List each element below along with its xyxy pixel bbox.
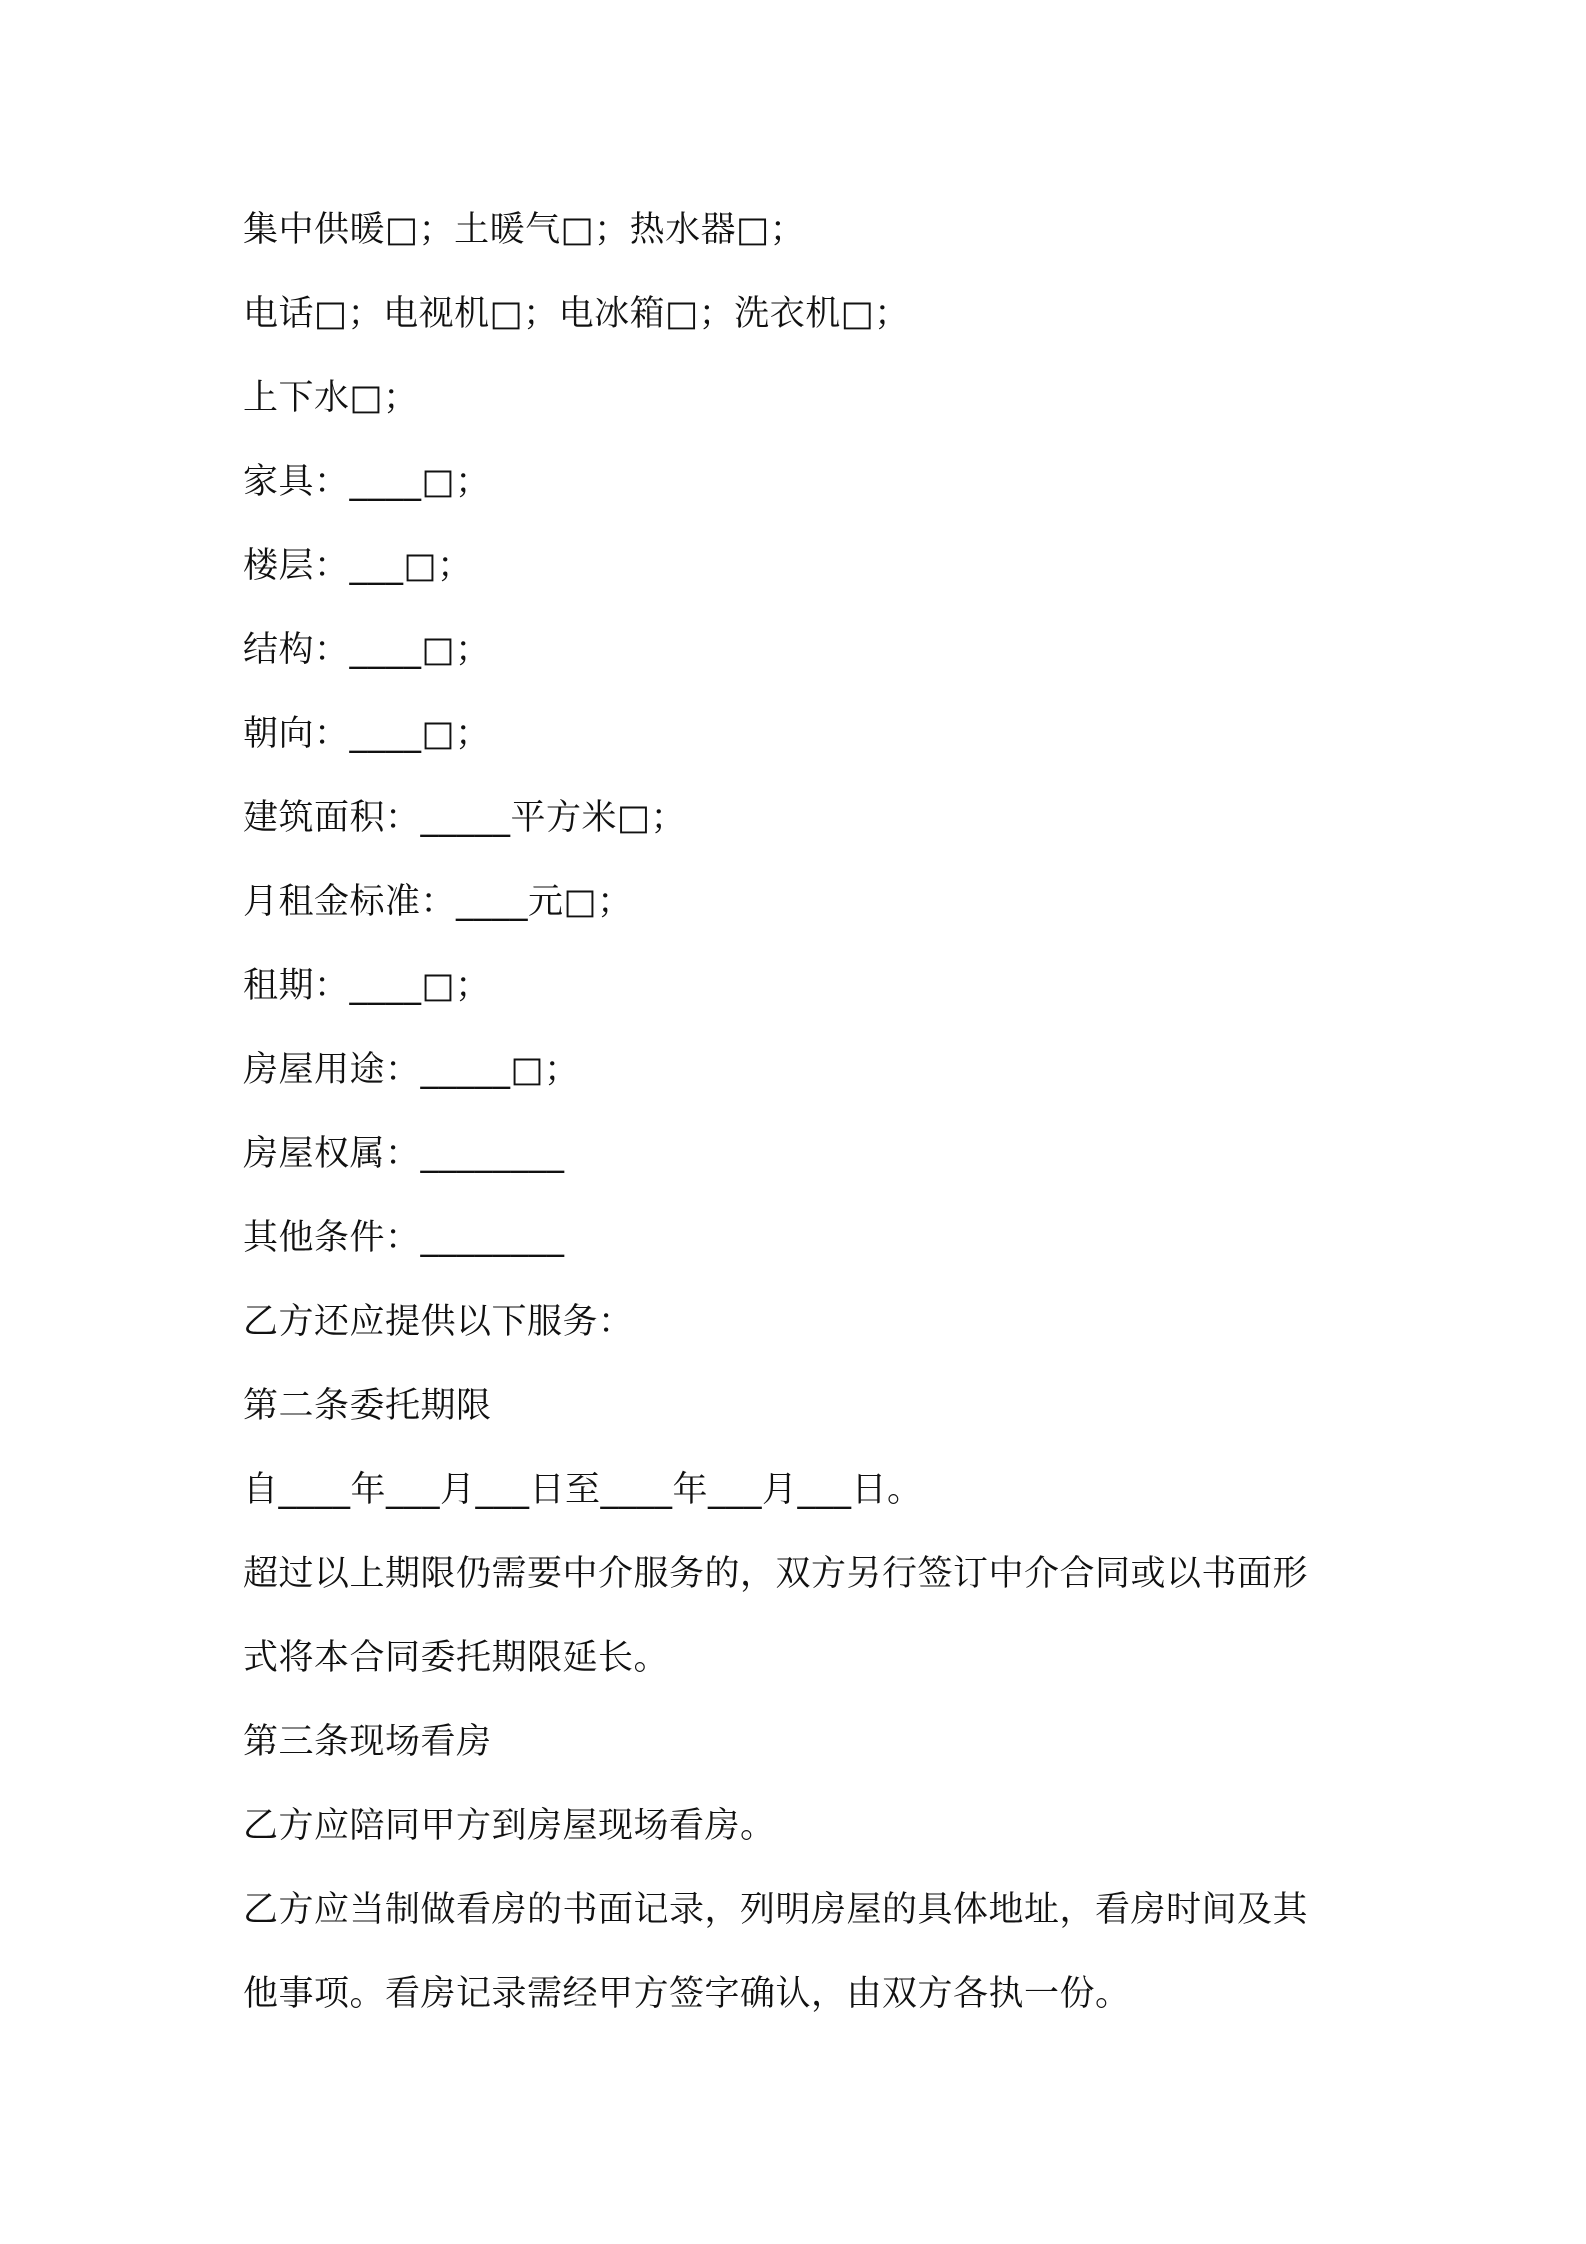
section-heading-term: 第二条委托期限 [243,1386,492,1426]
text-line-accompany: 乙方应陪同甲方到房屋现场看房。 [243,1806,776,1846]
text-line-water: 上下水□； [243,378,419,418]
text-line-monthly-rent: 月租金标准：____元□； [243,882,633,922]
text-line-facilities-heating: 集中供暖□；土暖气□；热水器□； [243,210,806,250]
text-line-usage: 房屋用途：_____□； [243,1050,580,1090]
text-line-ownership: 房屋权属：________ [243,1134,565,1174]
text-line-furniture: 家具：____□； [243,462,491,502]
text-line-orientation: 朝向：____□； [243,714,491,754]
paragraph-record-line-2: 他事项。看房记录需经甲方签字确认，由双方各执一份。 [243,1974,1131,2014]
text-line-term-dates: 自____年___月___日至____年___月___日。 [243,1470,923,1510]
text-line-lease-term: 租期：____□； [243,966,491,1006]
section-heading-viewing: 第三条现场看房 [243,1722,492,1762]
text-line-other-conditions: 其他条件：________ [243,1218,565,1258]
text-line-floor: 楼层：___□； [243,546,473,586]
text-line-building-area: 建筑面积：_____平方米□； [243,798,687,838]
paragraph-extension-line-2: 式将本合同委托期限延长。 [243,1638,670,1678]
paragraph-extension-line-1: 超过以上期限仍需要中介服务的，双方另行签订中介合同或以书面形 [243,1554,1309,1594]
text-line-facilities-appliances: 电话□；电视机□；电冰箱□；洗衣机□； [243,294,910,334]
paragraph-record-line-1: 乙方应当制做看房的书面记录，列明房屋的具体地址，看房时间及其 [243,1890,1309,1930]
text-line-structure: 结构：____□； [243,630,491,670]
text-line-services: 乙方还应提供以下服务： [243,1302,634,1342]
